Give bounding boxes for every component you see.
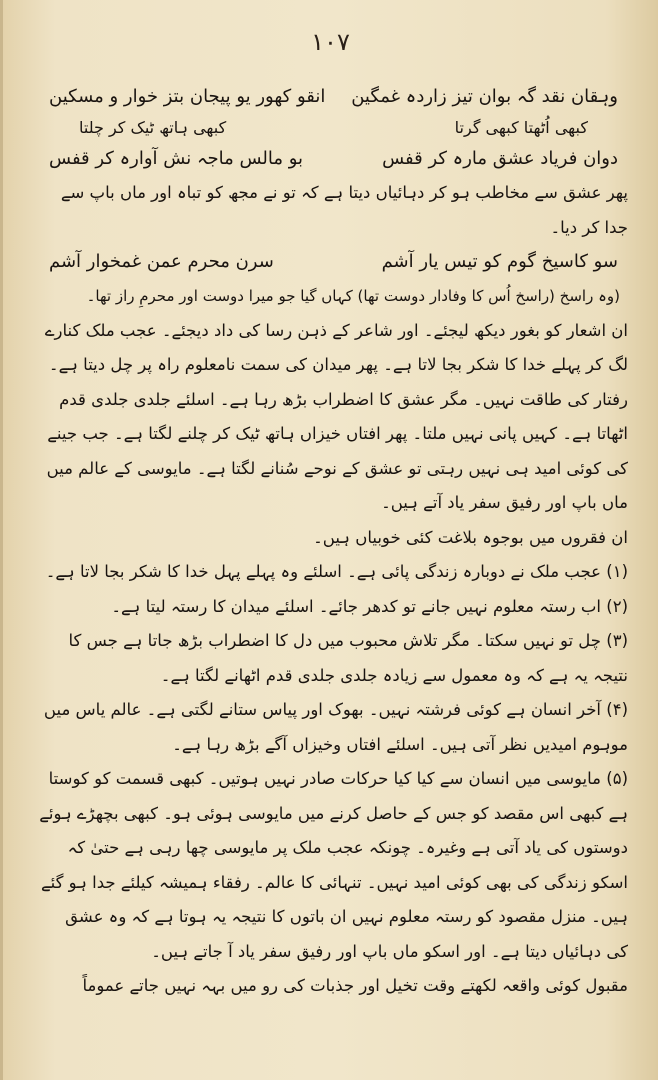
page-body: [39, 80, 628, 1040]
verse-second-hemistich: بو مالس ماجہ نش آوارہ کر قفس: [49, 148, 304, 169]
verse-line: [39, 245, 628, 279]
verse-first-hemistich: سو کاسیخ گوم کو تیس یار آشم: [381, 251, 618, 272]
numbered-point: (۵) مایوسی میں انسان سے کیا کیا حرکات صادر نہیں ہوتیں۔ کبھی قسمت کو کوستا ہے کبھی اس مقصد کو جس کے حاصل کرنے میں مایوسی ہوئی ہو۔ کبھی بچھڑے ہوئے دوستوں کی یاد آتی ہے وغیرہ۔ چونکہ عجب ملک پر مایوسی چھا رہی ہے حتیٰ کہ اسکو زندگی کی بھی کوئی امید نہیں۔ تنہائی کا عالم۔ رفقاء ہمیشہ کیلئے جدا ہو گئے ہیں۔ منزل مقصود کو رستہ معلوم نہیں ان باتوں کا نتیجہ یہ ہوتا ہے کہ وہ عشق کی دہائیاں دیتا ہے۔ اور اسکو ماں باپ اور رفیق سفر یاد آ جاتے ہیں۔: [39, 769, 628, 961]
verse-first-hemistich: کبھی اُٹھتا کبھی گرتا: [454, 118, 588, 137]
numbered-point: (۱) عجب ملک نے دوبارہ زندگی پائی ہے۔ اسلئے وہ پہلے پہل خدا کا شکر بجا لاتا ہے۔: [45, 562, 628, 581]
numbered-point: (۲) اب رستہ معلوم نہیں جانے تو کدھر جائے۔ اسلئے میدان کا رستہ لیتا ہے۔: [111, 596, 628, 616]
closing-line: مقبول کوئی واقعہ لکھتے وقت تخیل اور جذبات کی رو میں بہہ نہیں جاتے عموماً: [82, 976, 628, 995]
verse-line: [39, 80, 628, 114]
verse-second-hemistich: کبھی ہاتھ ٹیک کر چلتا: [79, 118, 227, 137]
page-number: ۱۰۷: [311, 28, 350, 56]
paragraph: ان اشعار کو بغور دیکھ لیجئے۔ اور شاعر کے ذہن رسا کی داد دیجئے۔ عجب ملک کنارے لگ کر پہلے خدا کا شکر بجا لاتا ہے۔ پھر میدان کی سمت نامعلوم راہ پر چل دیتا ہے۔ رفتار کی طاقت نہیں۔ مگر عشق کا اضطراب بڑھ رہا ہے۔ اسلئے جلدی جلدی قدم اٹھاتا ہے۔ کہیں پانی نہیں ملتا۔ پھر افتاں خیزاں ہاتھ ٹیک کر چلنے لگتا ہے۔ جب جینے کی کوئی امید ہی نہیں رہتی تو عشق کے نوحے سُنانے لگتا ہے۔ مایوسی کے عالم میں ماں باپ اور رفیق سفر یاد آتے ہیں۔: [44, 320, 628, 512]
numbered-point: (۳) چل تو نہیں سکتا۔ مگر تلاش محبوب میں دل کا اضطراب بڑھ جاتا ہے جس کا نتیجہ یہ ہے کہ وہ معمول سے زیادہ جلدی جلدی قدم اٹھانے لگتا ہے۔: [68, 631, 628, 685]
verse-first-hemistich: دوان فریاد عشق مارہ کر قفس: [382, 148, 618, 169]
verse-second-hemistich: سرن محرم عمن غمخوار آشم: [49, 251, 274, 272]
verse-first-hemistich: وہقان نقد گہ بوان تیز زاردہ غمگین: [351, 86, 618, 107]
prose-line: پھر عشق سے مخاطب ہو کر دہائیاں دیتا ہے کہ تو نے مجھ کو تباہ اور ماں باپ سے جدا کر دیا۔: [60, 183, 628, 237]
numbered-point: (۴) آخر انسان ہے کوئی فرشتہ نہیں۔ بھوک اور پیاس ستانے لگتی ہے۔ عالم یاس میں موہوم امیدیں نظر آتی ہیں۔ اسلئے افتاں وخیزاں آگے بڑھ رہا ہے۔: [43, 700, 628, 754]
points-intro: ان فقروں میں بوجوہ بلاغت کئی خوبیاں ہیں۔: [313, 527, 628, 547]
translation-note: (وہ راسخ (راسخ اُس کا وفادار دوست تھا) کہاں گیا جو میرا دوست اور محرمِ راز تھا۔: [86, 287, 620, 305]
verse-second-hemistich: انقو کھور یو پیجان بتز خوار و مسکین: [49, 86, 326, 107]
verse-translation-line: [39, 114, 628, 142]
verse-line: [39, 142, 628, 176]
